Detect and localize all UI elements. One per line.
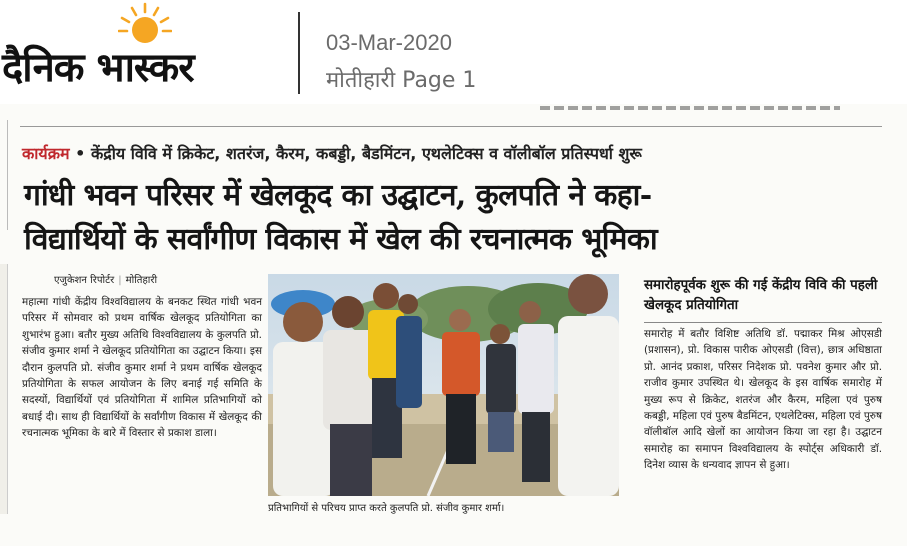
newspaper-brand: दैनिक भास्कर [2, 45, 194, 91]
right-adjacent-column [884, 144, 907, 544]
event-photo [268, 274, 619, 496]
headline-line-2: विद्यार्थियों के सर्वांगीण विकास में खेल की रचनात्मक भूमिका [24, 222, 658, 257]
side-heading: समारोहपूर्वक शुरू की गई केंद्रीय विवि की पहली खेलकूद प्रतियोगिता [644, 276, 882, 323]
event-photo-image [268, 274, 619, 496]
left-adjacent-column [0, 120, 8, 230]
masthead [0, 0, 907, 104]
left-adjacent-column-lower [0, 264, 8, 514]
top-rule [20, 126, 882, 127]
kicker-line [22, 142, 642, 164]
byline-author: एजुकेशन रिपोर्टर [54, 275, 115, 286]
byline [54, 272, 157, 286]
kicker-subtext: • केंद्रीय विवि में क्रिकेट, शतरंज, कैरम, कबड्डी, बैडमिंटन, एथलेटिक्स व वॉलीबॉल प्रतिस्पर्धा शुरू [69, 144, 642, 163]
cutoff-text-strip [540, 104, 880, 114]
masthead-divider [298, 12, 300, 94]
issue-date: 03-Mar-2020 [326, 30, 452, 55]
byline-place: मोतिहारी [125, 275, 158, 286]
edition-page: मोतीहारी Page 1 [326, 68, 477, 93]
kicker-tag: कार्यक्रम [22, 144, 70, 163]
news-clipping [0, 104, 907, 546]
photo-caption: प्रतिभागियों से परिचय प्राप्त करते कुलपति प्रो. संजीव कुमार शर्मा। [268, 503, 505, 514]
body-column-left: महात्मा गांधी केंद्रीय विश्वविद्यालय के बनकट स्थित गांधी भवन परिसर में सोमवार को प्रथम वार्षिक खेलकूद प्रतियोगिता का शुभारंभ हुआ। बतौर मुख्य अतिथि विश्वविद्यालय के कुलपति प्रो. संजीव कुमार शर्मा ने खेलकूद प्रतियोगिता का उद्घाटन किया। इस दौरान कुलपति प्रो. संजीव कुमार शर्मा ने प्रथम वार्षिक खेलकूद प्रतियोगिता के सफल आयोजन के लिए बनाई गई समिति के सदस्यों, विद्यार्थियों एवं प्रतियोगिता में शामिल प्रतिभागियों को बधाई दी। साथ ही विद्यार्थियों के सर्वांगीण विकास में खेलकूद की रचनात्मक भूमिका के बारे में विस्तार से प्रकाश डाला। [22, 296, 262, 440]
byline-separator: | [118, 275, 122, 286]
body-column-right: समारोह में बतौर विशिष्ट अतिथि डॉ. पद्माकर मिश्र ओएसडी (प्रशासन), प्रो. विकास पारीक ओएसडी (वित्त), छात्र अधिष्ठाता प्रो. आनंद प्रकाश, परिसर निदेशक प्रो. पवनेश कुमार और प्रो. राजीव कुमार उपस्थित थे। खेलकूद के इस वार्षिक समारोह में मुख्य रूप से क्रिकेट, शतरंज और कैरम, महिला एवं पुरुष कबड्डी, महिला एवं पुरुष बैडमिंटन, एथलेटिक्स, महिला एवं पुरुष वॉलीबॉल आदि खेलों का आयोजन किया जा रहा है। उद्घाटन समारोह का समापन विश्वविद्यालय के स्पोर्ट्स अधिकारी डॉ. दिनेश व्यास के धन्यवाद ज्ञापन से हुआ। [644, 328, 882, 472]
headline [24, 174, 884, 262]
headline-line-1: गांधी भवन परिसर में खेलकूद का उद्घाटन, कुलपति ने कहा- [24, 178, 652, 213]
